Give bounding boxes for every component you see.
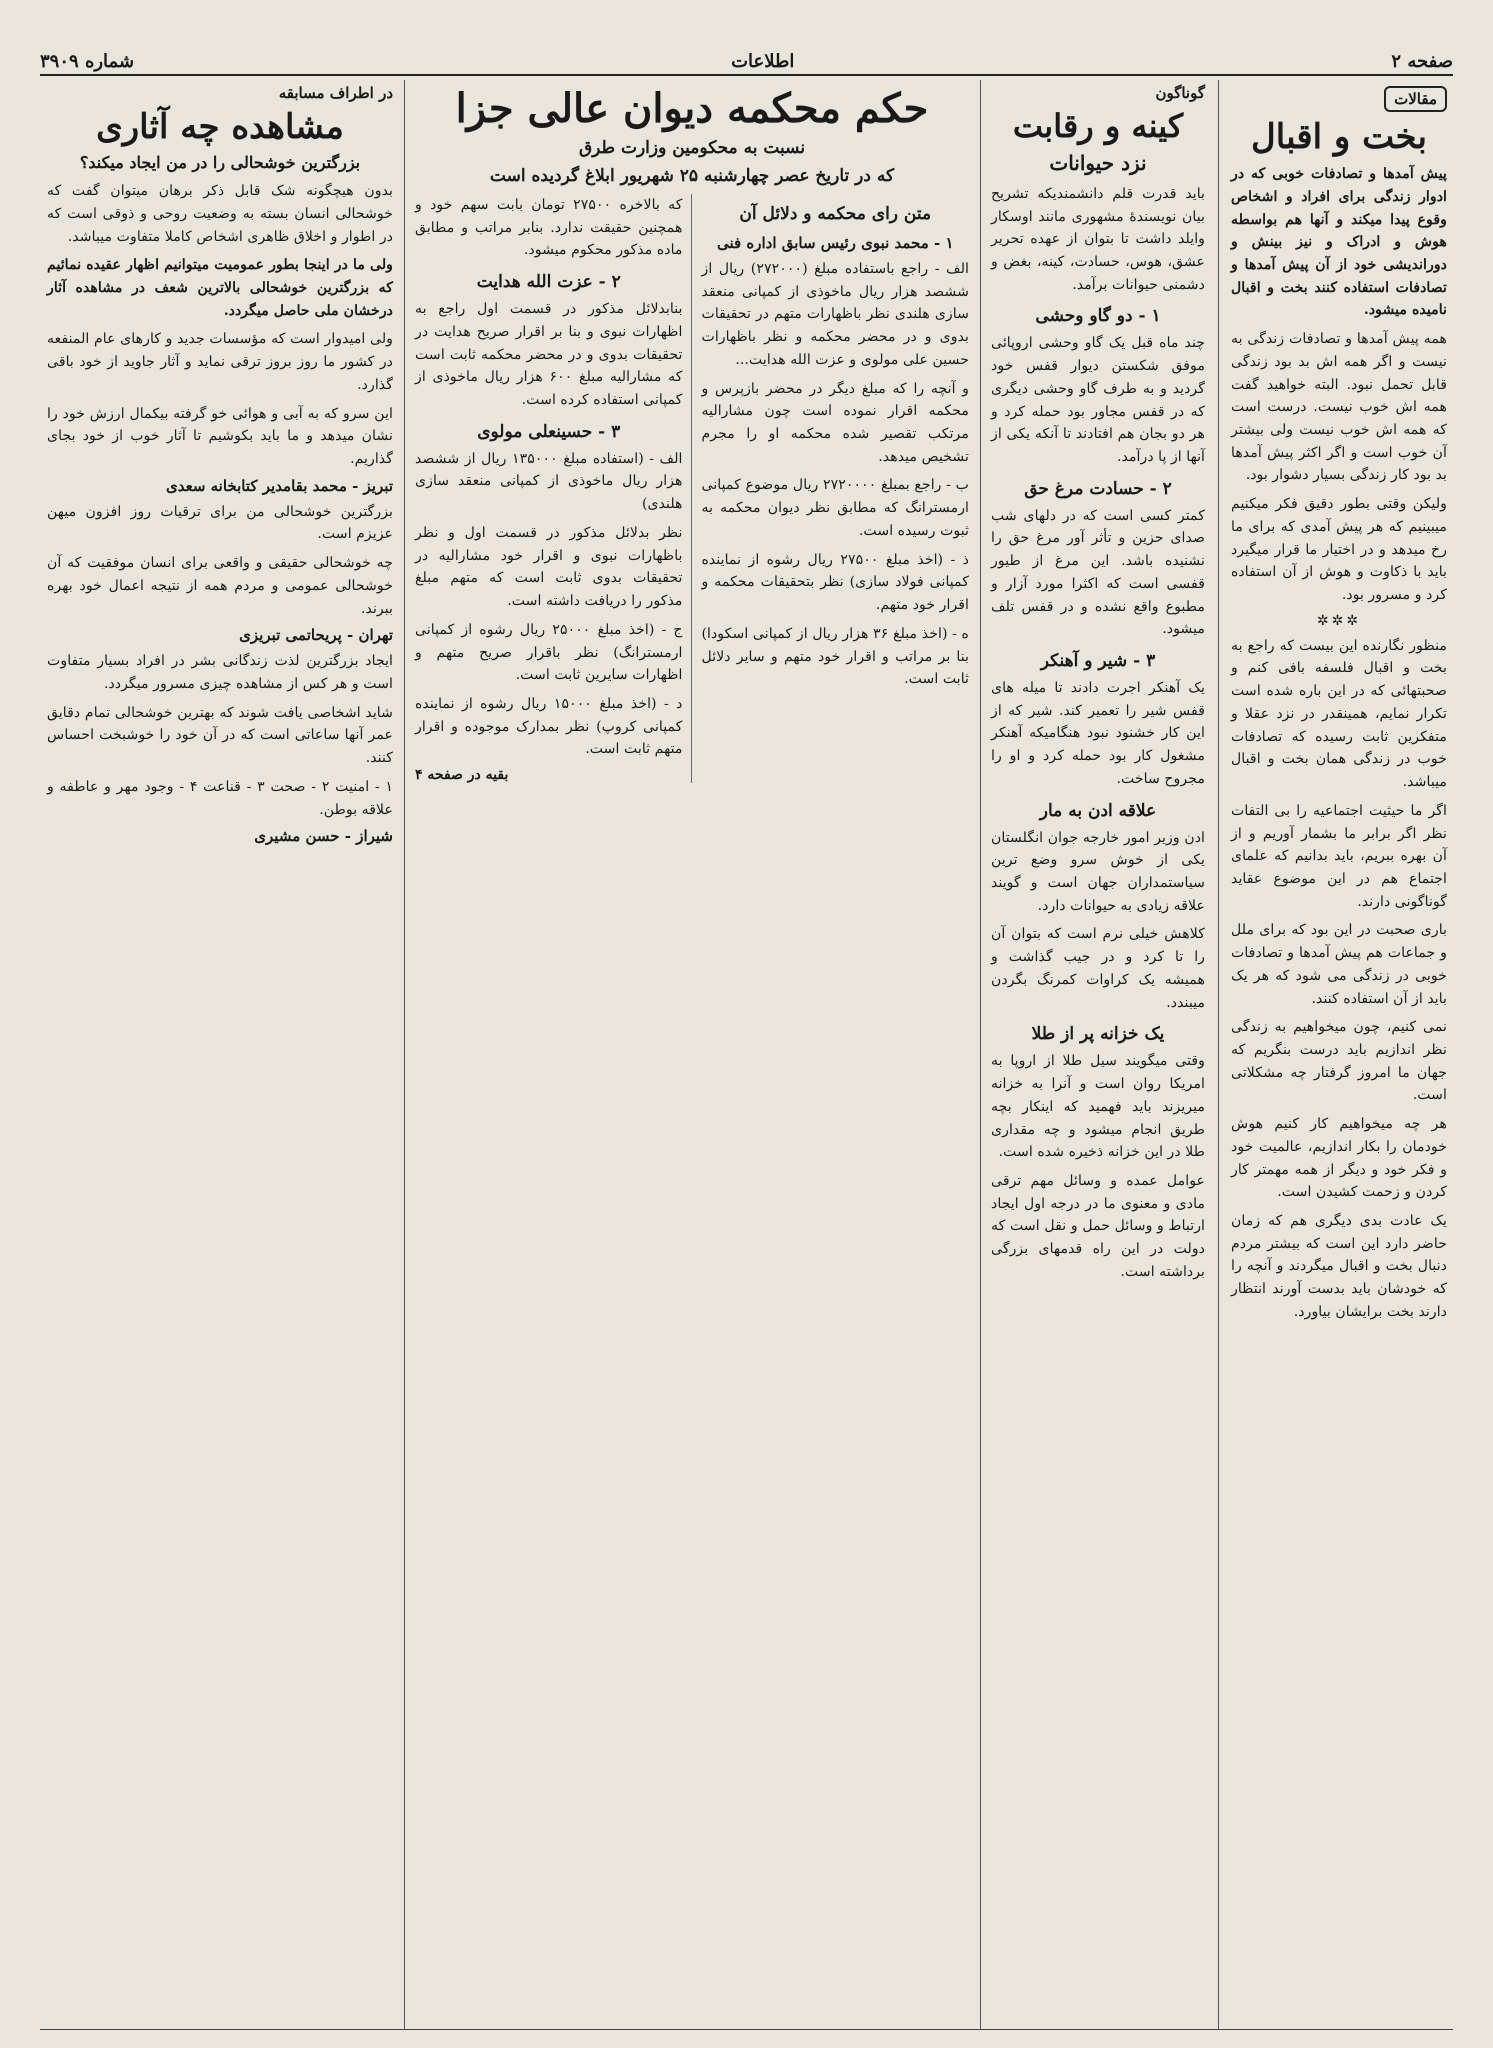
bottom-rule	[40, 2029, 1453, 2030]
verdict-column-left	[415, 194, 692, 783]
article-paragraph: هر چه میخواهیم کار کنیم هوش خودمان را بکار اندازیم، عالمیت خود و فکر خود و دیگر از همه مهمتر کار کردن و زحمت کشیدن است.	[1231, 1116, 1447, 1201]
article-paragraph: یک عادت بدی دیگری هم که زمان حاضر دارد این است که بیشتر مردم دنبال بخت و اقبال میگردند و آنچه را که خودشان باید بدست آورند انتظار دارند بخت برایشان بیاورد.	[1231, 1213, 1447, 1320]
article-paragraph: منظور نگارنده این بیست که راجع به بخت و اقبال فلسفه بافی کنم و صحبتهائی که در این باره شده است تکرار نمایم، همینقدر در نزد عقلا و متفکرین ثابت رسیده که تصادفات خوب در زندگی همان بخت و اقبال میباشد.	[1231, 637, 1447, 791]
page-number: صفحه ۲	[1391, 50, 1453, 72]
article-lead: پیش آمدها و تصادفات خوبی که در ادوار زندگی برای افراد و اشخاص وقوع پیدا میکند و آنها هم بواسطه هوش و ادراک و نیز بینش و دورانديشی خود از آن پیش آمدها و تصادفات استفاده کنند بخت و اقبال نامیده میشود.	[1231, 166, 1447, 319]
defendant-heading: ۱ - محمد نبوی رئیس سابق اداره فنی	[716, 234, 954, 252]
column-rule	[980, 80, 981, 2030]
article-paragraph: ولی امیدوار است که مؤسسات جدید و کارهای عام المنفعه در کشور ما روز بروز ترقی نماید و آثار جاوید از خود باقی گذارد.	[47, 331, 393, 393]
verdict-paragraph: نظر بدلائل مذکور در قسمت اول و نظر باظهارات نبوی و اقرار خود مشارالیه در تحقیقات بدوی ثابت است که متهم مبلغ مذکور را دریافت داشته است.	[415, 524, 683, 610]
article-paragraph: ولیکن وقتی بطور دقیق فکر میکنیم میبینیم که هر پیش آمدی که برای ما رخ میدهد و در اختیار ما قرار میگیرد باید با ذکاوت و هوش از آن استفاده کرد و مسرور بود.	[1231, 496, 1447, 604]
verdict-column-right	[702, 194, 970, 783]
section-heading: ۳ - شیر و آهنکر	[1040, 651, 1156, 672]
article-paragraph: عوامل عمده و وسائل مهم ترقی مادی و معنوی ما در درجه اول ایجاد ارتباط و وسائل حمل و نقل است که دولت در این راه قدمهای بزرگی برداشته است.	[991, 1172, 1205, 1280]
verdict-paragraph: الف - (استفاده مبلغ ۱۳۵۰۰۰ ریال از ششصد هزار ریال ماخوذی از کمپانی منعقد سازی هلندی)	[415, 450, 683, 513]
article-subtitle: نسبت به محکومین وزارت طرق	[578, 138, 806, 158]
article-paragraph: این سرو که به آبی و هوائی خو گرفته بیکمال ارزش خود را نشان میدهد و ما باید بکوشیم تا آثار خوب از خود بجای گذاریم.	[47, 405, 393, 467]
article-paragraph: کلاهش خیلی نرم است که بتوان آن را تا کرد و در جیب گذاشت و همیشه یک کراوات کمرنگ بگردن میبندد.	[991, 926, 1205, 1011]
section-kicker: در اطراف مسابقه	[278, 84, 393, 102]
article-luck	[1225, 80, 1453, 1330]
article-paragraph: یک آهنکر اجرت دادند تا میله های قفس شیر را تعمیر کند. شیر که از این کار خشنود نبود هنگامیکه آهنکر مشغول کار بود حمله کرد و او را مجروح ساخت.	[991, 680, 1205, 787]
article-paragraph: بزرگترین خوشحالی من برای ترقیات روز افزون میهن عزیزم است.	[47, 503, 393, 543]
article-paragraph: نمی کنیم، چون میخواهیم به زندگی نظر اندازیم باید درست بنگریم که جهان ما امروز گرفتار چه مشکلاتی است.	[1231, 1019, 1447, 1104]
defendant-heading: ۲ - عزت الله هدایت	[476, 272, 621, 293]
section-label: مقالات	[1384, 86, 1447, 112]
defendant-heading: ۳ - حسینعلی مولوی	[477, 421, 621, 442]
verdict-paragraph: ذ - (اخذ مبلغ ۲۷۵۰۰ ریال رشوه از نماینده کمپانی فولاد سازی) نظر بتحقیقات محکمه و اقرار خود متهم.	[701, 551, 969, 614]
verdict-paragraph: و آنچه را که مبلغ دیگر در محضر بازپرس و محکمه اقرار نموده است چون مشارالیه مرتکب تقصیر شده محکمه او را مجرم تشخیص میدهد.	[701, 380, 969, 465]
article-title: کینه و رقابت	[1012, 107, 1184, 145]
article-paragraph: شاید اشخاصی یافت شوند که بهترین خوشحالی تمام دقایق عمر آنها ساعاتی است که در آن خود را خوشبخت احساس کنند.	[47, 704, 393, 767]
section-heading: متن رای محکمه و دلائل آن	[739, 204, 932, 224]
article-paragraph: همه پیش آمدها و تصادفات زندگی به نیست و اگر همه اش بد بود زندگی قابل تحمل نبود. البته خواهید گفت همه اش خوب نیست. درست است که همه اش خوب نیست ولی بیشتر آن خوب است و اگر اکثر پیش آمدها بد بود کار زندگی بسیار دشوار بود.	[1231, 331, 1447, 484]
article-intro: باید قدرت قلم دانشمندیکه تشریح بیان نویسندۀ مشهوری مانند اوسکار وایلد داشت تا بتوان از عهده تحریر عشق، هوس، حسادت، کینه، بغض و دشمنی حیوانات برآمد.	[991, 185, 1205, 293]
article-paragraph: ادن وزیر امور خارجه جوان انگلستان یکی از خوش سرو وضع ترین سیاستمداران جهان است و گویند علاقه زیادی به حیوانات دارد.	[991, 829, 1205, 914]
article-paragraph: کمتر کسی است که در دلهای شب صدای حزین و تأثر آور مرغ حق را نشنیده باشد. این مرغ از طیور قفسی است که اکثرا مورد آزار و مطبوع واقع نشده و در قفس تلف میشود.	[991, 507, 1205, 638]
verdict-paragraph: الف - راجع باستفاده مبلغ (۲۷۲۰۰۰) ریال از ششصد هزار ریال ماخوذی از کمپانی منعقد سازی هلندی نظر باظهارات متهم در تحقیقات بدوی و در محضر محکمه و نظر باظهارات حسین علی مولوی و عزت الله هدایت...	[701, 261, 969, 368]
article-title: بخت و اقبال	[1251, 117, 1427, 157]
column-rule	[404, 80, 405, 2030]
column-rule	[1218, 80, 1219, 2030]
article-subtitle: نزد حیوانات	[1049, 150, 1147, 175]
section-heading: علاقه ادن به مار	[1039, 800, 1157, 821]
author-signature: شیراز - حسن مشیری	[254, 827, 393, 846]
issue-number: شماره ۳۹۰۹	[40, 50, 135, 72]
article-paragraph: ولی ما در اینجا بطور عمومیت میتوانیم اظهار عقیده نمائیم که بزرگترین خوشحالی بالاترین شعف در مشاهده آثار درخشان ملی حاصل میگردد.	[47, 257, 393, 319]
paper-name: اطلاعات	[731, 50, 795, 72]
verdict-paragraph: د - (اخذ مبلغ ۱۵۰۰۰ ریال رشوه از نماینده کمپانی کروپ) نظر بمدارک موجوده و اقرار متهم ثابت است.	[415, 695, 683, 758]
article-subtitle-date: که در تاریخ عصر چهارشنبه ۲۵ شهریور ابلاغ گردیده است	[489, 166, 895, 186]
article-paragraph: بدون هیچگونه شک قابل ذکر برهان میتوان گفت که خوشحالی انسان بسته به وضعیت روحی و ذوقی است که در اطوار و اخلاق ظاهری اشخاص کاملا متفاوت میباشد.	[47, 183, 393, 245]
masthead	[40, 48, 1453, 76]
author-signature: تبریز - محمد بقامدیر کتابخانه سعدی	[165, 476, 393, 495]
article-subtitle: بزرگترین خوشحالی را در من ایجاد میکند؟	[79, 153, 361, 173]
verdict-paragraph: ه - (اخذ مبلغ ۳۶ هزار ریال از کمپانی اسکودا) بنا بر مراتب و اقرار خود متهم و سایر دلائل ثابت است.	[701, 625, 969, 688]
verdict-paragraph: ج - (اخذ مبلغ ۲۵۰۰۰ ریال رشوه از کمپانی ارمسترانگ) نظر باقرار صریح متهم و اظهارات سایرین ثابت است.	[415, 621, 683, 684]
section-kicker: گوناگون	[1155, 84, 1205, 102]
separator-stars: ✲✲✲	[1316, 612, 1362, 629]
article-paragraph: چه خوشحالی حقیقی و واقعی برای انسان موفقیت که آن خوشحالی عمومی و مردم همه از نتیجه اعمال خود بهره ببرند.	[47, 555, 393, 617]
article-paragraph: اگر ما حیثیت اجتماعیه را بی التفات نظر اگر برابر ما بشمار آوریم و از آن بهره ببریم، باید بدانیم که علمای اجتماع هم در این موضوع عقاید گوناگونی دارند.	[1231, 802, 1447, 910]
article-paragraph: چند ماه قبل یک گاو وحشی اروپائی موفق شکستن دیوار قفس خود گردید و به طرف گاو وحشی دیگری که در قفس مجاور بود حمله کرد و هر دو بجان هم افتادند تا آنکه یکی از آنها از پا درآمد.	[991, 335, 1205, 465]
verdict-columns	[415, 194, 969, 783]
article-title: مشاهده چه آثاری	[96, 107, 344, 147]
article-paragraph: ایجاد بزرگترین لذت زندگانی بشر در افراد بسیار متفاوت است و هر کس از مشاهده چیزی مسرور میگردد.	[47, 653, 393, 693]
article-paragraph: وقتی میگویند سیل طلا از اروپا به امریکا روان است و آنرا به خزانه میریزند باید فهمید که اینکار بچه طریق انجام میشود و چه مقداری طلا در این خزانه ذخیره شده است.	[991, 1053, 1205, 1161]
verdict-paragraph: ب - راجع بمبلغ ۲۷۲۰۰۰۰ ریال موضوع کمپانی ارمسترانگ که مطابق نظر دیوان محکمه به ثبوت رسیده است.	[701, 477, 969, 539]
verdict-paragraph: بنابدلائل مذکور در قسمت اول راجع به اظهارات نبوی و بنا بر اقرار صریح هدایت در تحقیقات بدوی و در محضر محکمه ثابت است که مشارالیه مبلغ ۶۰۰ هزار ریال ماخوذی از کمپانی استفاده کرده است.	[415, 301, 683, 409]
section-heading: ۱ - دو گاو وحشی	[1035, 306, 1161, 327]
verdict-paragraph: که بالاخره ۲۷۵۰۰ تومان بابت سهم خود و همچنین حقیقت ندارد. بنابر مراتب و مطابق ماده مذکور محکوم میشود.	[415, 197, 683, 259]
article-paragraph: باری صحبت در این بود که برای ملل و جماعات هم پیش آمدها و تصادفات خوبی در زندگی می شود که هر یک باید از آن استفاده کنند.	[1231, 922, 1447, 1007]
section-heading: ۲ - حسادت مرغ حق	[1024, 478, 1172, 499]
article-title: حکم محکمه دیوان عالی جزا	[455, 85, 929, 132]
article-court-verdict	[409, 80, 975, 783]
section-heading: یک خزانه پر از طلا	[1031, 1024, 1165, 1045]
article-paragraph: ۱ - امنیت ۲ - صحت ۳ - قناعت ۴ - وجود مهر و عاطفه و علاقه بوطن.	[47, 778, 394, 818]
article-animal-rivalry	[985, 80, 1211, 1290]
article-contest	[41, 80, 399, 851]
author-signature: تهران - پریحاتمی تبریزی	[239, 626, 393, 645]
continued-label: بقیه در صفحه ۴	[415, 767, 509, 784]
